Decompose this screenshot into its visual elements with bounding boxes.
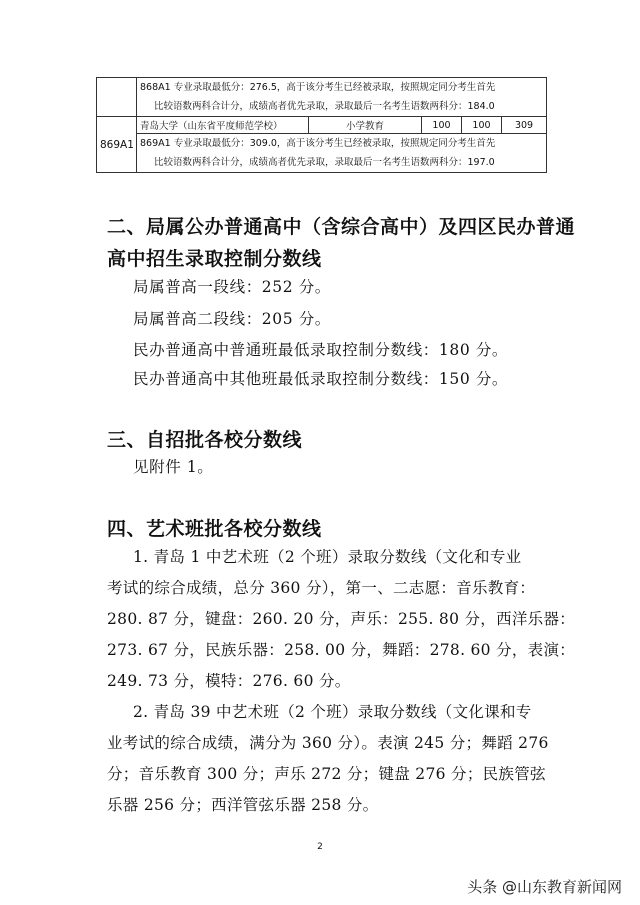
section3-heading: 三、自招批各校分数线: [107, 429, 303, 451]
table-note-cell: [137, 134, 547, 173]
table-row: [97, 117, 547, 134]
art-class-paragraph-2: [107, 697, 573, 821]
note-line: 比较语数两科合计分，成绩高者优先录取，录取最后一名考生语数两科分：184.0: [154, 101, 495, 112]
paragraph-line: 249. 73 分，模特：276. 60 分。: [107, 672, 351, 690]
table-row: [97, 134, 547, 173]
paragraph-line: 2. 青岛 39 中艺术班（2 个班）录取分数线（文化课和专: [133, 703, 532, 721]
note-line: 比较语数两科合计分，成绩高者优先录取，录取最后一名考生语数两科分：197.0: [154, 157, 495, 168]
paragraph-line: 280. 87 分，键盘：260. 20 分，声乐：255. 80 分，西洋乐器：: [107, 610, 576, 628]
page-number: 2: [317, 842, 323, 852]
value-cell: 100: [422, 117, 462, 134]
paragraph-line: 273. 67 分，民族乐器：258. 00 分，舞蹈：278. 60 分，表演：: [107, 641, 576, 659]
note-line: 868A1 专业录取最低分：276.5，高于该分考生已经被录取，按照规定同分考生首先: [140, 82, 496, 93]
score-line: 局属普高二段线：205 分。: [133, 310, 331, 328]
value-cell: 309: [502, 117, 547, 134]
section4-heading: 四、艺术班批各校分数线: [107, 518, 322, 540]
value-cell: 100: [462, 117, 502, 134]
table-row: [97, 78, 547, 117]
paragraph-line: 业考试的综合成绩，满分为 360 分）。表演 245 分；舞蹈 276: [107, 734, 549, 752]
table-cell-empty: [97, 78, 137, 117]
score-line: 民办普通高中其他班最低录取控制分数线：150 分。: [133, 370, 509, 388]
school-cell: 青岛大学（山东省平度师范学校）: [137, 117, 309, 134]
paragraph-line: 1. 青岛 1 中艺术班（2 个班）录取分数线（文化和专业: [133, 548, 522, 566]
art-class-paragraph-1: [107, 542, 576, 697]
section3-text: 见附件 1。: [133, 458, 214, 476]
source-watermark: 头条 @山东教育新闻网: [467, 878, 622, 896]
paragraph-line: 分；音乐教育 300 分；声乐 272 分；键盘 276 分；民族管弦: [107, 765, 546, 783]
score-line: 局属普高一段线：252 分。: [133, 278, 331, 296]
admission-table-fragment: [96, 77, 547, 173]
paragraph-line: 乐器 256 分；西洋管弦乐器 258 分。: [107, 796, 379, 814]
section2-heading-line1: 二、局属公办普通高中（含综合高中）及四区民办普通: [107, 216, 576, 238]
major-cell: 小学教育: [309, 117, 422, 134]
note-line: 869A1 专业录取最低分：309.0，高于该分考生已经被录取，按照规定同分考生首先: [140, 138, 496, 149]
section2-heading-line2: 高中招生录取控制分数线: [107, 248, 322, 270]
major-code-cell: 869A1: [97, 117, 137, 173]
table-note-cell: [137, 78, 547, 117]
score-line: 民办普通高中普通班最低录取控制分数线：180 分。: [133, 341, 509, 359]
paragraph-line: 考试的综合成绩，总分 360 分），第一、二志愿：音乐教育：: [107, 579, 536, 597]
